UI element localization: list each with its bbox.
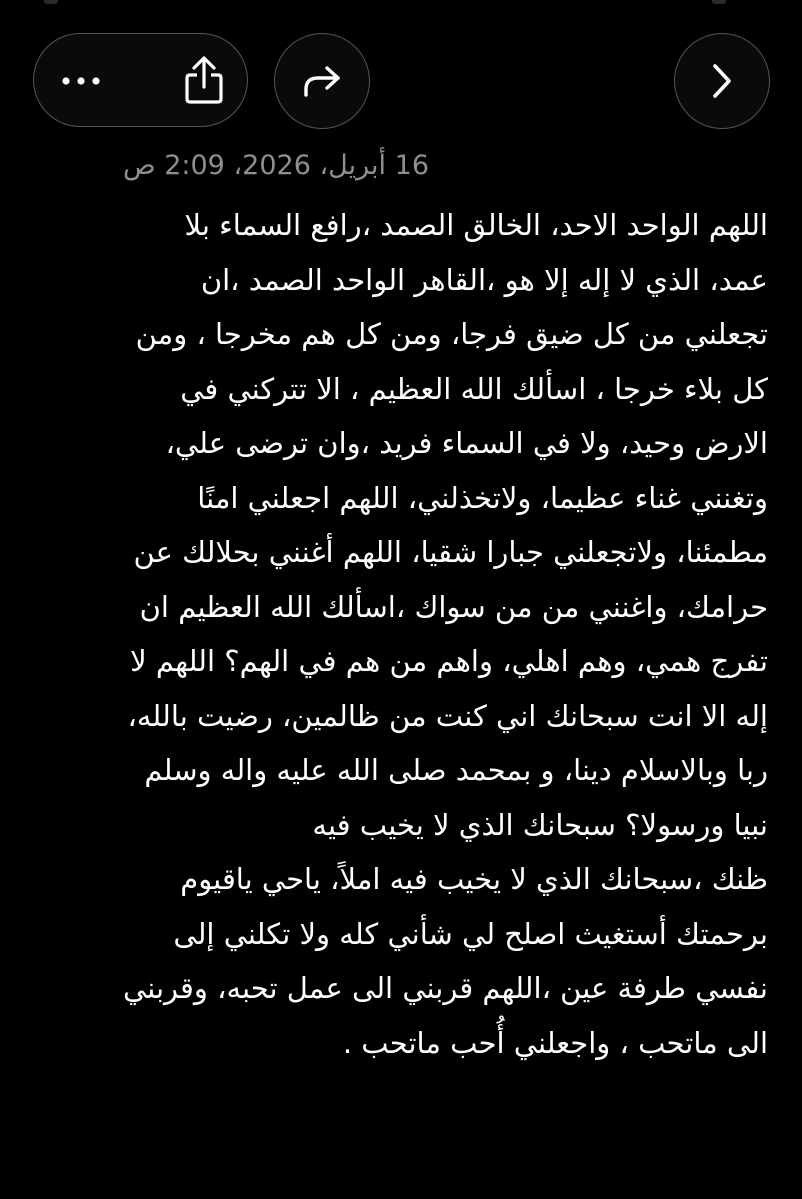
forward-button[interactable] — [274, 33, 370, 129]
note-text-line: نفسي طرفة عين ،اللهم قربني الى عمل تحبه، وقربني — [123, 971, 768, 1005]
more-button[interactable] — [46, 46, 116, 116]
note-text-line: وتغنني غناء عظيما، ولاتخذلني، اللهم اجعلني امنًا — [197, 480, 768, 515]
note-text-line: ظنك ،سبحانك الذي لا يخيب فيه املاً، ياحي ياقيوم — [180, 862, 768, 896]
forward-arrow-icon — [300, 63, 344, 99]
share-button[interactable] — [166, 42, 242, 118]
note-body — [40, 198, 768, 1070]
note-text-line: إله الا انت سبحانك اني كنت من ظالمين، رضيت بالله، — [127, 698, 768, 733]
ellipsis-icon — [59, 75, 103, 87]
note-text-line: اللهم الواحد الاحد، الخالق الصمد ،رافع السماء بلا — [184, 208, 768, 242]
note-date: 16 أبريل، 2026، 2:09 ص — [122, 150, 429, 181]
note-text-line: حرامك، واغنني من من سواك ،اسألك الله العظيم ان — [139, 589, 768, 624]
note-text-line: كل بلاء خرجا ، اسألك الله العظيم ، الا تتركني في — [180, 371, 768, 406]
note-text-line: نبيا ورسولا؟ سبحانك الذي لا يخيب فيه — [312, 807, 768, 842]
chevron-right-icon — [710, 62, 734, 100]
share-icon — [184, 55, 224, 105]
note-text-line: برحمتك أستغيث اصلح لي شأني كله ولا تكلني إلى — [173, 916, 768, 951]
note-toolbar — [0, 0, 802, 160]
note-text-line: عمد، الذي لا إله إلا هو ،القاهر الواحد الصمد ،ان — [200, 262, 768, 297]
note-text-line: تجعلني من كل ضيق فرجا، ومن كل هم مخرجا ، ومن — [135, 317, 768, 351]
note-text-line: تفرج همي، وهم اهلي، واهم من هم في الهم؟ اللهم لا — [130, 644, 768, 678]
next-button[interactable] — [674, 33, 770, 129]
note-text-line: ربا وبالاسلام دينا، و بمحمد صلى الله عليه واله وسلم — [144, 753, 768, 787]
note-text-line: الارض وحيد، ولا في السماء فريد ،وان ترضى علي، — [165, 426, 768, 460]
note-text-line: مطمئنا، ولاتجعلني جبارا شقيا، اللهم أغنني بحلالك عن — [133, 535, 768, 569]
note-text-line: الى ماتحب ، واجعلني أُحب ماتحب . — [342, 1025, 768, 1060]
actions-pill — [33, 33, 248, 127]
